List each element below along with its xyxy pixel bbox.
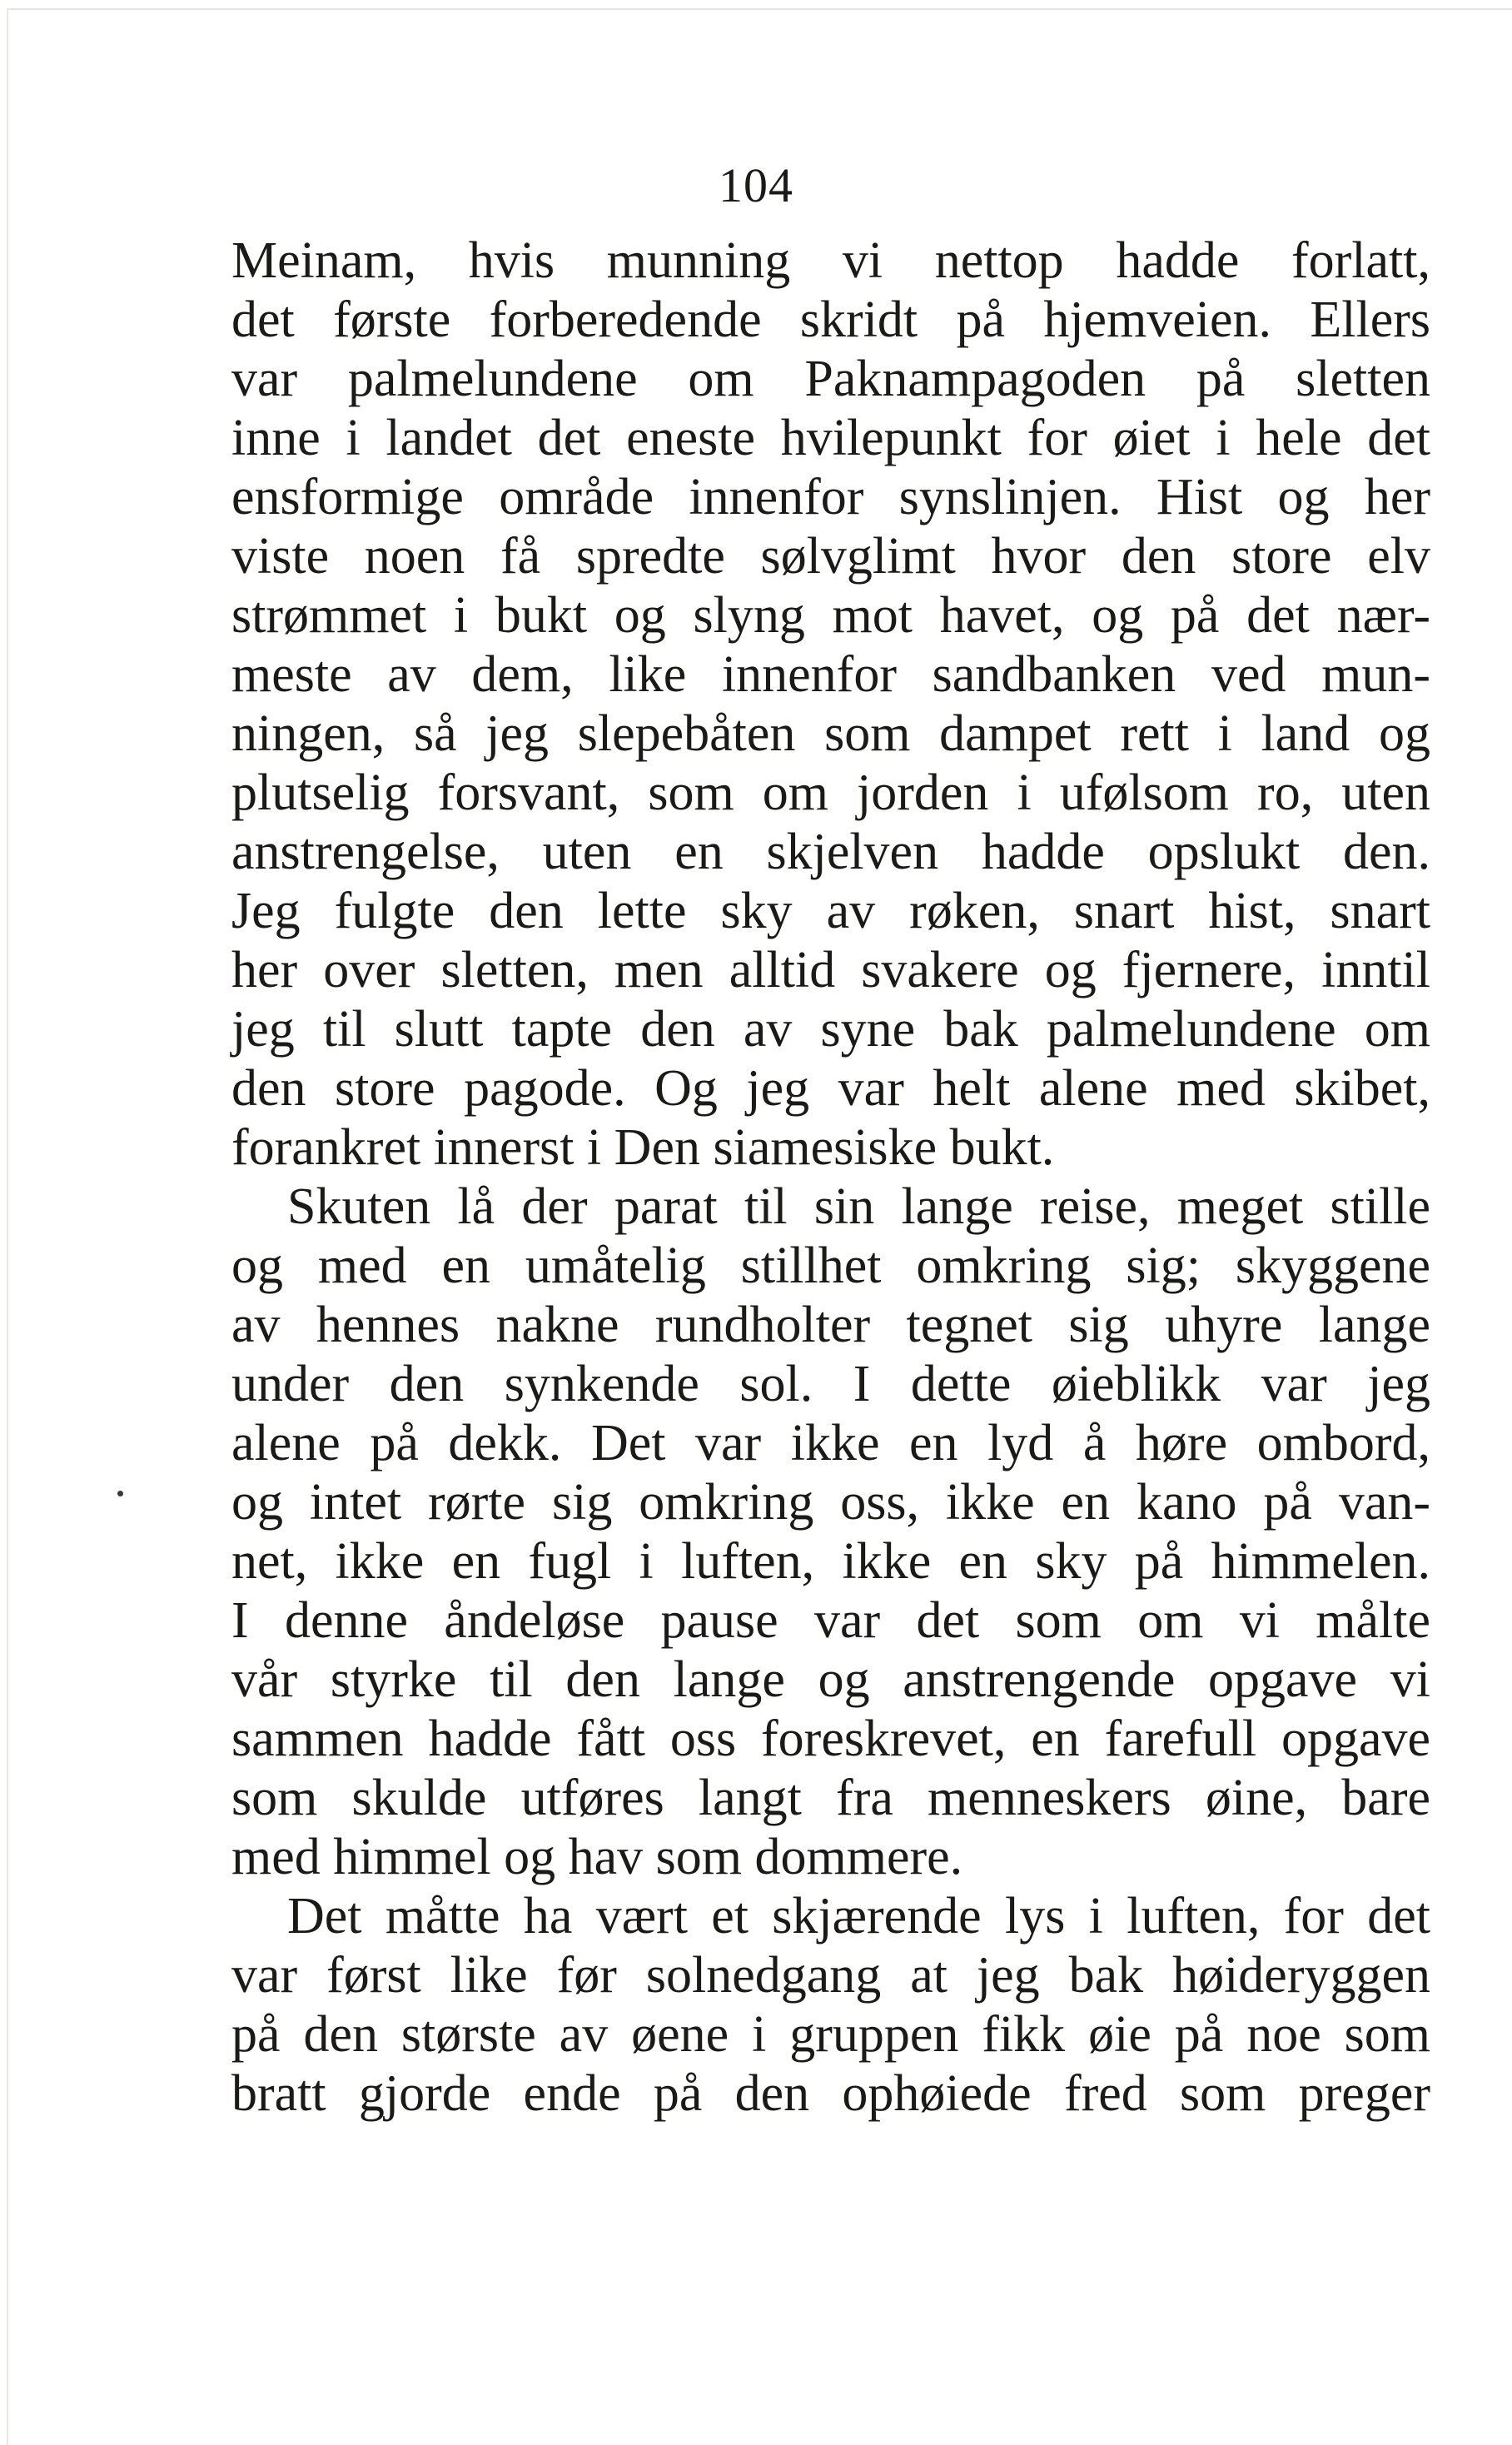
text-line: Det måtte ha vært et skjærende lys i luften, for det	[287, 1888, 1430, 1945]
text-line: plutselig forsvant, som om jorden i ufølsom ro, uten	[231, 764, 1430, 821]
text-line: den store pagode. Og jeg var helt alene med skibet,	[231, 1060, 1430, 1117]
text-line: under den synkende sol. I dette øieblikk var jeg	[231, 1356, 1430, 1412]
text-line: her over sletten, men alltid svakere og fjernere, inntil	[231, 942, 1430, 998]
text-line: forankret innerst i Den siamesiske bukt.	[231, 1119, 1055, 1176]
text-line: var palmelundene om Paknampagoden på sletten	[231, 351, 1430, 407]
text-line: viste noen få spredte sølvglimt hvor den store elv	[231, 528, 1430, 585]
text-line: og intet rørte sig omkring oss, ikke en kano på van-	[231, 1474, 1430, 1531]
paragraph	[231, 232, 1430, 1178]
text-line: det første forberedende skridt på hjemveien. Ellers	[231, 291, 1430, 348]
text-line: som skulde utføres langt fra menneskers øine, bare	[231, 1770, 1430, 1826]
paper-speck	[117, 1491, 123, 1496]
text-line: ensformige område innenfor synslinjen. Hist og her	[231, 469, 1430, 525]
text-line: var først like før solnedgang at jeg bak høideryggen	[231, 1947, 1430, 2004]
text-line: av hennes nakne rundholter tegnet sig uhyre lange	[231, 1297, 1430, 1353]
text-line: jeg til slutt tapte den av syne bak palmelundene om	[231, 1001, 1430, 1058]
text-line: anstrengelse, uten en skjelven hadde opslukt den.	[231, 824, 1430, 880]
text-line: bratt gjorde ende på den ophøiede fred som preger	[231, 2065, 1430, 2122]
text-line: meste av dem, like innenfor sandbanken ved mun-	[231, 646, 1430, 703]
body-text	[231, 232, 1430, 2124]
text-line: strømmet i bukt og slyng mot havet, og på det nær-	[231, 587, 1430, 644]
text-line: Skuten lå der parat til sin lange reise, meget stille	[287, 1178, 1430, 1235]
page-number: 104	[719, 158, 793, 212]
paragraph	[231, 1887, 1430, 2124]
text-line: net, ikke en fugl i luften, ikke en sky på himmelen.	[231, 1533, 1430, 1590]
text-line: og med en umåtelig stillhet omkring sig; skyggene	[231, 1237, 1430, 1294]
text-line: vår styrke til den lange og anstrengende opgave vi	[231, 1651, 1430, 1708]
text-line: ningen, så jeg slepebåten som dampet rett i land og	[231, 705, 1430, 762]
page-edge-top	[7, 8, 1512, 10]
text-line: alene på dekk. Det var ikke en lyd å høre ombord,	[231, 1415, 1430, 1471]
text-line: Meinam, hvis munning vi nettop hadde forlatt,	[231, 232, 1430, 289]
page-edge-left	[7, 8, 8, 2445]
text-line: Jeg fulgte den lette sky av røken, snart hist, snart	[231, 883, 1430, 939]
text-line: med himmel og hav som dommere.	[231, 1829, 963, 1885]
text-line: I denne åndeløse pause var det som om vi målte	[231, 1592, 1430, 1649]
text-line: sammen hadde fått oss foreskrevet, en farefull opgave	[231, 1711, 1430, 1767]
text-line: på den største av øene i gruppen fikk øie på noe som	[231, 2006, 1430, 2063]
text-line: inne i landet det eneste hvilepunkt for øiet i hele det	[231, 410, 1430, 466]
paragraph	[231, 1178, 1430, 1887]
